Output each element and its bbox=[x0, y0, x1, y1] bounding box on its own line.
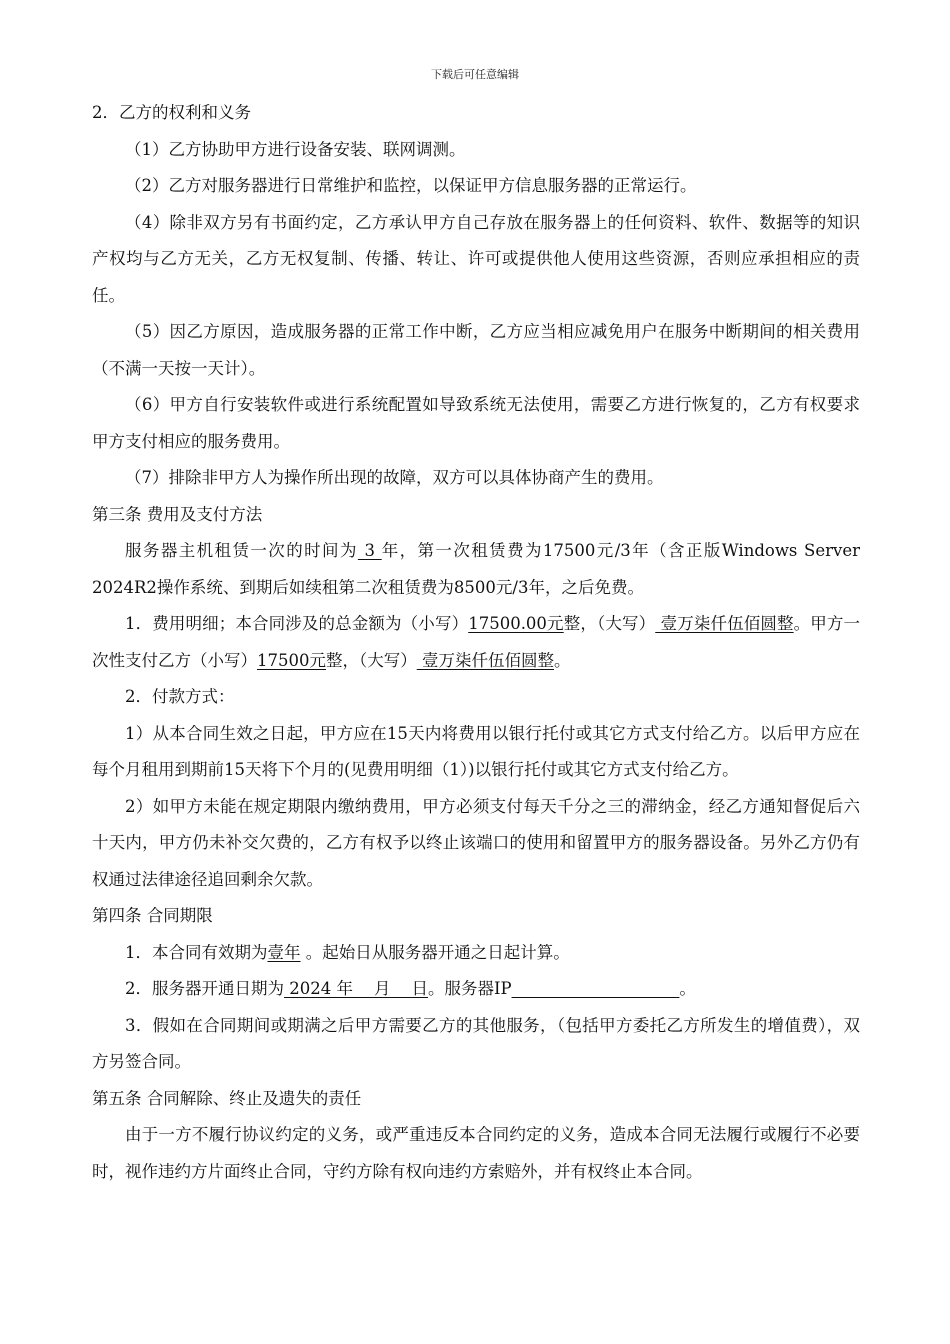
contract-term-value: 壹年 bbox=[267, 942, 301, 962]
text-run: 1．本合同有效期为 bbox=[125, 942, 268, 962]
payment-amount-upper: 壹万柒仟伍佰圆整 bbox=[416, 650, 554, 670]
clause-4: （4）除非双方另有书面约定，乙方承认甲方自己存放在服务器上的任何资料、软件、数据等的知识产权均与乙方无关，乙方无权复制、传播、转让、许可或提供他人使用这些资源，否则应承担相应的责任。 bbox=[92, 212, 860, 305]
total-amount-lower: 17500.00元 bbox=[468, 614, 564, 633]
article-3-rental-term bbox=[92, 533, 860, 606]
additional-services: 3．假如在合同期间或期满之后甲方需要乙方的其他服务，（包括甲方委托乙方所发生的增值费），双方另签合同。 bbox=[92, 1015, 860, 1071]
payment-method-1: 1）从本合同生效之日起，甲方应在15天内将费用以银行托付或其它方式支付给乙方。以后甲方应在每个月租用到期前15天将下个月的(见费用明细（1）)以银行托付或其它方式支付给乙方。 bbox=[92, 723, 860, 779]
total-amount-upper: 壹万柒仟伍佰圆整 bbox=[655, 614, 794, 633]
open-date-month: 月 bbox=[373, 979, 391, 998]
clause-5: （5）因乙方原因，造成服务器的正常工作中断，乙方应当相应减免用户在服务中断期间的相关费用（不满一天按一天计）。 bbox=[92, 322, 860, 378]
rental-years: 3 bbox=[357, 541, 382, 560]
text-run: 整，（大写） bbox=[326, 650, 417, 670]
open-date-year: 2024 年 bbox=[284, 979, 374, 998]
text-run: 2．服务器开通日期为 bbox=[125, 979, 284, 998]
contract-term bbox=[92, 935, 860, 972]
server-ip-blank bbox=[512, 979, 680, 998]
page-header: 下载后可任意编辑 bbox=[431, 68, 519, 81]
text-run: 服务器主机租赁一次的时间为 bbox=[125, 541, 358, 560]
text-run: 。甲方一次性支付乙方（小写） bbox=[92, 614, 861, 670]
payment-method-title: 2．付款方式： bbox=[125, 687, 235, 706]
text-run: 。服务器IP bbox=[427, 979, 512, 998]
clause-1: （1）乙方协助甲方进行设备安装、联网调测。 bbox=[125, 139, 466, 159]
clause-7: （7）排除非甲方人为操作所出现的故障，双方可以具体协商产生的费用。 bbox=[125, 468, 664, 487]
clause-2: （2）乙方对服务器进行日常维护和监控，以保证甲方信息服务器的正常运行。 bbox=[125, 176, 697, 195]
article-4-title: 第四条 合同期限 bbox=[92, 906, 213, 925]
text-run: 整，（大写） bbox=[563, 614, 656, 633]
payment-method-2: 2）如甲方未能在规定期限内缴纳费用，甲方必须支付每天千分之三的滞纳金，经乙方通知督促后六十天内，甲方仍未补交欠费的，乙方有权予以终止该端口的使用和留置甲方的服务器设备。另外乙方仍有权通过法律途径追回剩余欠款。 bbox=[92, 796, 860, 889]
article-5-title: 第五条 合同解除、终止及遗失的责任 bbox=[92, 1088, 362, 1108]
clause-6: （6）甲方自行安装软件或进行系统配置如导致系统无法使用，需要乙方进行恢复的，乙方有权要求甲方支付相应的服务费用。 bbox=[92, 395, 860, 451]
termination-clause: 由于一方不履行协议约定的义务，或严重违反本合同约定的义务，造成本合同无法履行或履行不必要时，视作违约方片面终止合同，守约方除有权向违约方索赔外，并有权终止本合同。 bbox=[92, 1125, 860, 1181]
open-date-gap bbox=[390, 979, 411, 998]
payment-amount-lower: 17500元 bbox=[257, 650, 326, 670]
text-run: 1．费用明细；本合同涉及的总金额为（小写） bbox=[125, 614, 469, 633]
text-run: 。起始日从服务器开通之日起计算。 bbox=[300, 942, 570, 962]
document-body bbox=[92, 95, 860, 1190]
article-3-fee-details bbox=[92, 606, 860, 679]
server-open-date bbox=[92, 971, 860, 1008]
open-date-day: 日 bbox=[411, 979, 428, 998]
text-run: 。 bbox=[679, 979, 696, 998]
section-2-title: 2．乙方的权利和义务 bbox=[92, 103, 251, 122]
text-run: 年，第一次租赁费为17500元/3年（含正版Windows Server 2024R2操作系统、到期后如续租第二次租赁费为8500元/3年，之后免费。 bbox=[92, 541, 860, 597]
text-run: 。 bbox=[554, 650, 571, 670]
article-3-title: 第三条 费用及支付方法 bbox=[92, 504, 263, 524]
